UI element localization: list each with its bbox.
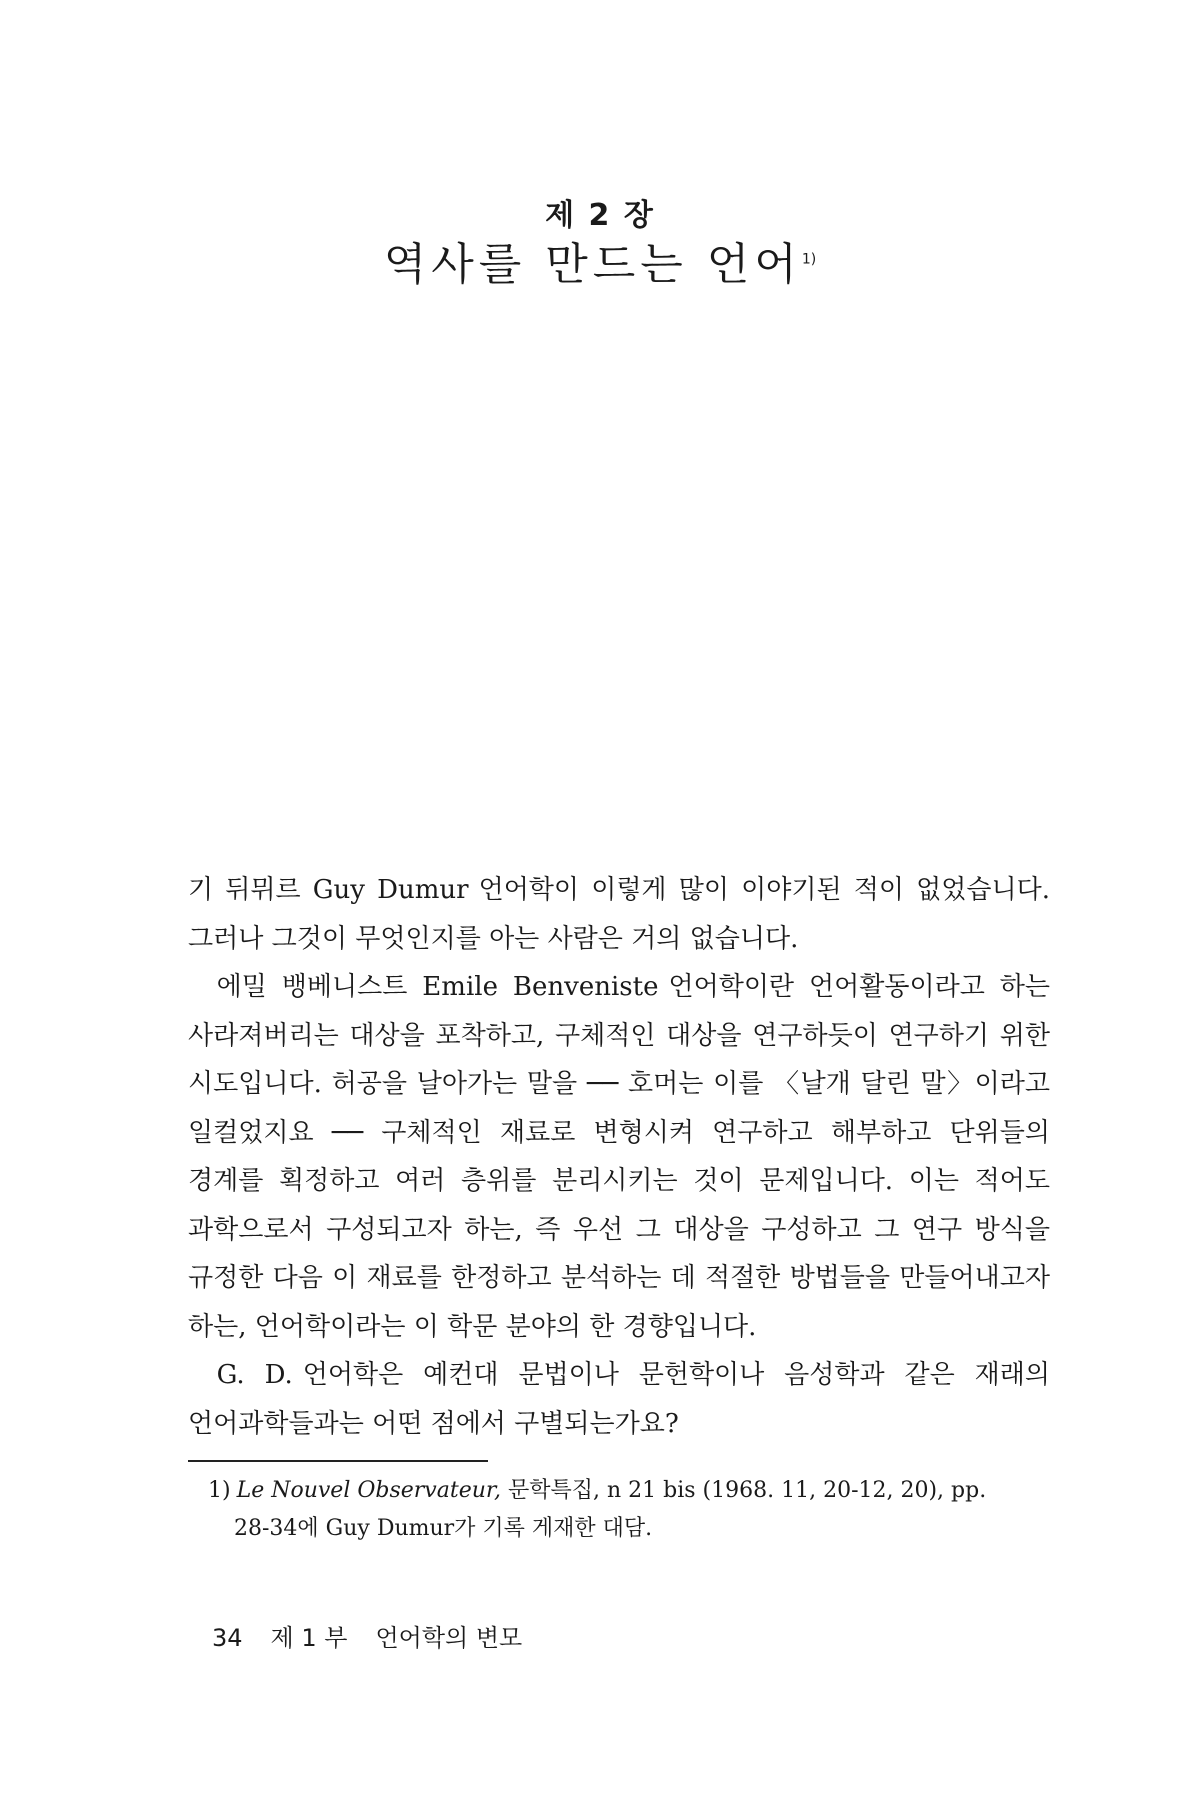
paragraph-3 [188,1351,1050,1448]
chapter-title [0,228,1200,292]
speaker-guy-dumur: 기 뒤뮈르 Guy Dumur [188,875,469,905]
chapter-title-text: 역사를 만드는 언어 [383,239,802,290]
paragraph-2 [188,963,1050,1351]
chapter-footnote-mark: 1) [801,251,817,268]
paragraph-1 [188,866,1050,963]
speaker-gd: G. D. [216,1360,293,1390]
part-title: 언어학의 변모 [375,1624,523,1652]
interview-body [188,866,1050,1448]
paragraph-2-text: 언어학이란 언어활동이라고 하는 사라져버리는 대상을 포착하고, 구체적인 대상을 연구하듯이 연구하기 위한 시도입니다. 허공을 날아가는 말을 ── 호머는 이를 〈날개 달린 말〉이라고 일컬었지요 ── 구체적인 재료로 변형시켜 연구하고 해부하고 단위들의 경계를 획정하고 여러 층위를 분리시키는 것이 문제입니다. 이는 적어도 과학으로서 구성되고자 하는, 즉 우선 그 대상을 구성하고 그 연구 방식을 규정한 다음 이 재료를 한정하고 분석하는 데 적절한 방법들을 만들어내고자 하는, 언어학이라는 이 학문 분야의 한 경향입니다. [188,972,1050,1342]
speaker-benveniste: 에밀 뱅베니스트 Emile Benveniste [216,972,659,1002]
footnote-journal: Le Nouvel Observateur, [236,1478,501,1503]
paragraph-3-text: 언어학은 예컨대 문법이나 문헌학이나 음성학과 같은 재래의 언어과학들과는 어떤 점에서 구별되는가요? [188,1360,1050,1439]
footnote-line2: 28-34에 Guy Dumur가 기록 게재한 대담. [234,1516,653,1541]
footnote-divider [188,1460,488,1462]
footnote-line1-rest: 문학특집, n 21 bis (1968. 11, 20-12, 20), pp. [507,1478,987,1503]
page-footer [212,1618,550,1653]
page-number: 34 [212,1624,243,1652]
paragraph-1-text: 언어학이 이렇게 많이 이야기된 적이 없었습니다. 그러나 그것이 무엇인지를 아는 사람은 거의 없습니다. [188,875,1050,954]
footnote-number: 1) [208,1478,231,1503]
part-label: 제 1 부 [270,1624,348,1652]
footnote [208,1472,1050,1548]
chapter-label: 제 2 장 [545,198,655,233]
